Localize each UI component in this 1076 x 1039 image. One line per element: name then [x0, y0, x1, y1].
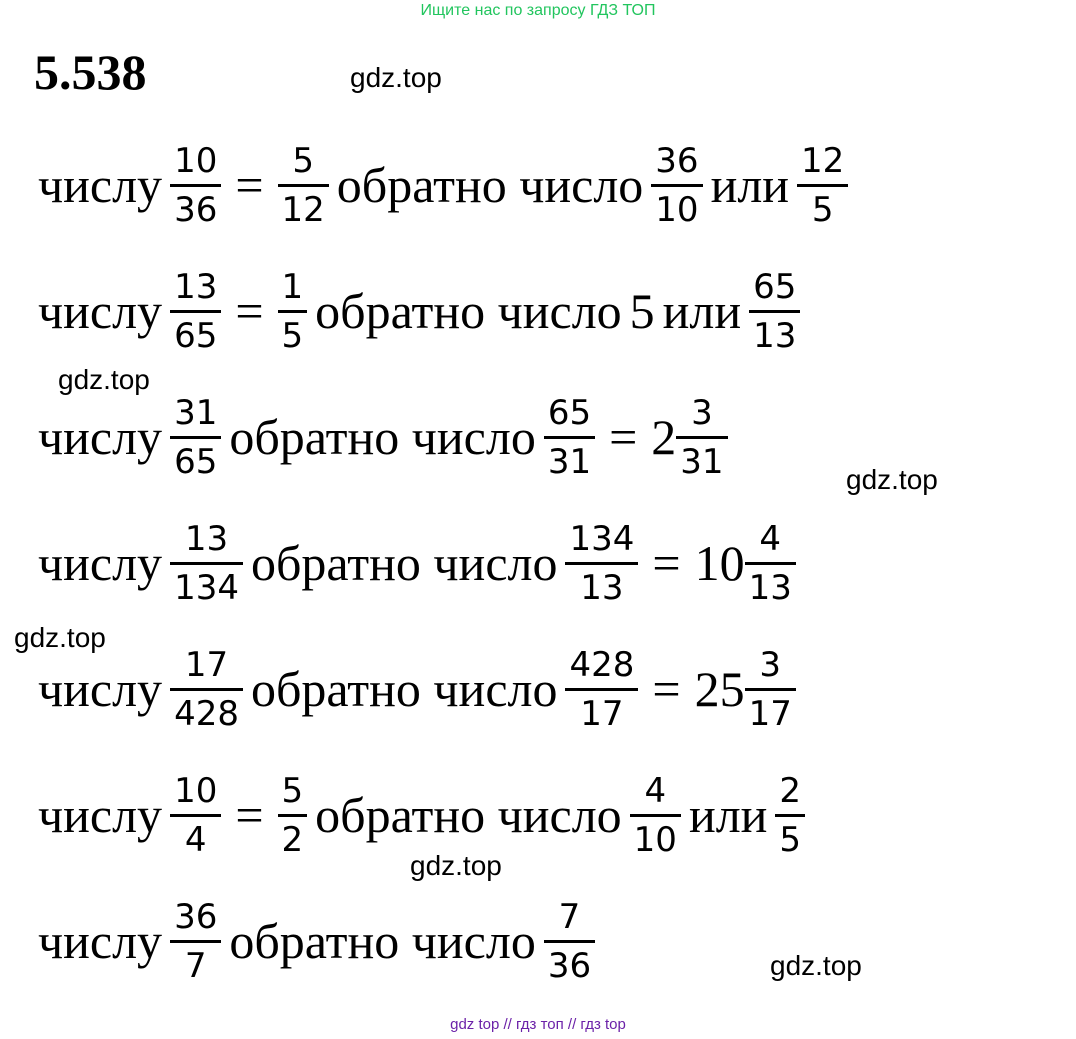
denominator: 13: [753, 315, 797, 356]
fraction-reciprocal: [544, 897, 595, 986]
solution-line-3: [34, 382, 732, 492]
numerator: 1: [281, 266, 304, 307]
equals-sign: =: [609, 409, 638, 465]
denominator: 5: [811, 189, 834, 230]
fraction-given: [170, 897, 221, 986]
word-obratno: обратно число: [250, 535, 558, 591]
watermark: gdz.top: [770, 950, 862, 981]
numerator: 65: [547, 392, 592, 433]
denominator: 13: [748, 567, 792, 608]
fraction-reciprocal: [544, 393, 595, 482]
numerator: 3: [759, 644, 782, 685]
word-ili: или: [710, 157, 790, 213]
numerator: 13: [184, 518, 229, 559]
equals-sign: =: [235, 787, 264, 843]
numerator: 36: [174, 896, 218, 937]
denominator: 2: [281, 819, 304, 860]
denominator: 12: [281, 189, 325, 230]
equals-sign: =: [235, 283, 264, 339]
numerator: 10: [174, 770, 218, 811]
fraction-bar: [278, 814, 308, 817]
numerator: 3: [691, 392, 713, 433]
fraction-bar: [170, 436, 221, 439]
denominator: 31: [547, 441, 592, 482]
fraction-reciprocal-alt: [775, 771, 805, 860]
solution-line-4: [34, 508, 800, 618]
fraction-reciprocal-alt: [749, 267, 800, 356]
mixed-whole: 2: [651, 409, 677, 465]
denominator: 134: [174, 567, 239, 608]
numerator: 428: [569, 644, 635, 685]
word-obratno: обратно число: [336, 157, 644, 213]
denominator: 7: [184, 945, 207, 986]
numerator: 17: [184, 644, 229, 685]
word-ili: или: [688, 787, 768, 843]
word-obratno: обратно число: [315, 283, 622, 339]
denominator: 4: [184, 819, 207, 860]
word-obratno: обратно число: [229, 409, 536, 465]
denominator: 5: [779, 819, 802, 860]
fraction-reciprocal: [565, 645, 638, 734]
fraction-bar: [544, 940, 595, 943]
denominator: 13: [580, 567, 624, 608]
word-chislu: числу: [38, 787, 163, 843]
denominator: 36: [547, 945, 592, 986]
watermark: gdz.top: [58, 364, 150, 395]
word-chislu: числу: [38, 535, 163, 591]
solution-line-6: [34, 760, 809, 870]
word-obratno: обратно число: [229, 913, 536, 969]
word-ili: или: [662, 283, 742, 339]
footer-links: gdz top // гдз топ // гдз top: [450, 1016, 626, 1033]
numerator: 4: [644, 770, 667, 811]
fraction-simplified: [278, 141, 329, 230]
fraction-bar: [278, 310, 308, 313]
fraction-reciprocal: [565, 519, 638, 608]
equals-sign: =: [235, 157, 264, 213]
fraction-given: [170, 267, 221, 356]
solution-line-2: [34, 256, 804, 366]
mixed-fraction: [745, 645, 796, 734]
solution-line-1: [34, 130, 852, 240]
word-chislu: числу: [38, 283, 163, 339]
fraction-bar: [170, 814, 221, 817]
word-obratno: обратно число: [250, 661, 558, 717]
mixed-whole: 10: [694, 535, 745, 591]
fraction-bar: [651, 184, 702, 187]
word-chislu: числу: [38, 661, 163, 717]
numerator: 65: [753, 266, 797, 307]
fraction-given: [170, 141, 221, 230]
denominator: 65: [174, 441, 218, 482]
word-obratno: обратно число: [315, 787, 622, 843]
numerator: 36: [655, 140, 699, 181]
problem-number: 5.538: [34, 44, 147, 100]
fraction-bar: [278, 184, 329, 187]
word-chislu: числу: [38, 913, 163, 969]
numerator: 13: [174, 266, 218, 307]
fraction-given: [170, 771, 221, 860]
numerator: 31: [174, 392, 218, 433]
denominator: 17: [580, 693, 624, 734]
fraction-reciprocal: [630, 771, 681, 860]
reciprocal-whole: 5: [629, 283, 655, 339]
mixed-fraction: [676, 393, 727, 482]
numerator: 5: [292, 140, 314, 181]
fraction-bar: [170, 940, 221, 943]
solution-line-7: [34, 886, 599, 996]
fraction-given: [170, 393, 221, 482]
denominator: 65: [174, 315, 218, 356]
solution-line-5: [34, 634, 800, 744]
fraction-reciprocal-alt: [797, 141, 848, 230]
fraction-simplified: [278, 771, 308, 860]
fraction-bar: [170, 310, 221, 313]
numerator: 2: [779, 770, 802, 811]
numerator: 10: [174, 140, 218, 181]
fraction-bar: [565, 562, 638, 565]
denominator: 36: [174, 189, 218, 230]
denominator: 5: [281, 315, 304, 356]
watermark: gdz.top: [410, 850, 502, 881]
equals-sign: =: [652, 535, 681, 591]
fraction-given: [170, 519, 243, 608]
mixed-whole: 25: [694, 661, 745, 717]
fraction-bar: [749, 310, 800, 313]
numerator: 4: [759, 518, 782, 559]
fraction-simplified: [278, 267, 308, 356]
fraction-bar: [745, 688, 796, 691]
mixed-fraction: [745, 519, 796, 608]
fraction-bar: [170, 184, 221, 187]
numerator: 134: [569, 518, 635, 559]
fraction-bar: [544, 436, 595, 439]
fraction-bar: [775, 814, 805, 817]
word-chislu: числу: [38, 157, 163, 213]
denominator: 10: [655, 189, 699, 230]
fraction-reciprocal: [651, 141, 702, 230]
watermark: gdz.top: [846, 464, 938, 495]
fraction-bar: [565, 688, 638, 691]
denominator: 17: [748, 693, 792, 734]
denominator: 428: [174, 693, 239, 734]
numerator: 5: [281, 770, 304, 811]
fraction-bar: [745, 562, 796, 565]
fraction-bar: [676, 436, 727, 439]
numerator: 12: [801, 140, 845, 181]
word-chislu: числу: [38, 409, 163, 465]
denominator: 10: [633, 819, 677, 860]
numerator: 7: [558, 896, 581, 937]
fraction-bar: [170, 562, 243, 565]
fraction-given: [170, 645, 243, 734]
denominator: 31: [680, 441, 724, 482]
watermark: gdz.top: [350, 62, 442, 93]
fraction-bar: [170, 688, 243, 691]
fraction-bar: [797, 184, 848, 187]
top-banner: Ищите нас по запросу ГДЗ ТОП: [420, 2, 656, 19]
fraction-bar: [630, 814, 681, 817]
watermark: gdz.top: [14, 622, 106, 653]
equals-sign: =: [652, 661, 681, 717]
